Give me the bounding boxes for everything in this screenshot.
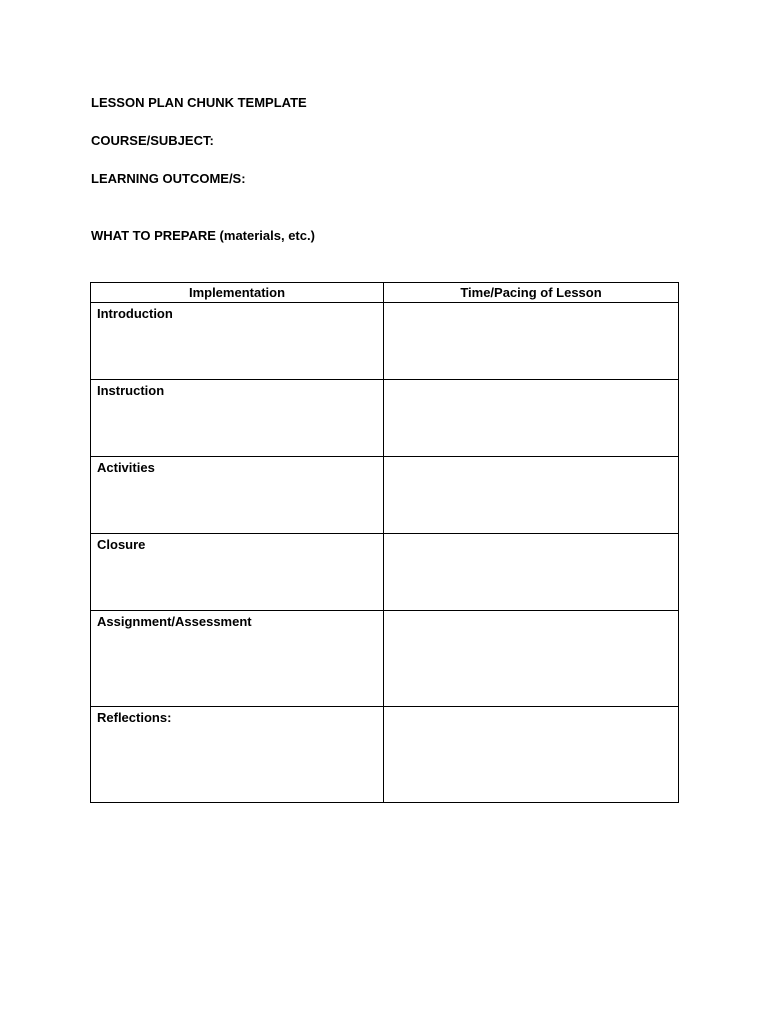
table-row	[91, 303, 679, 380]
pacing-cell	[384, 303, 679, 380]
pacing-cell	[384, 707, 679, 803]
document-title: LESSON PLAN CHUNK TEMPLATE	[91, 95, 307, 110]
row-label-assignment-assessment: Assignment/Assessment	[91, 611, 384, 707]
table-row	[91, 534, 679, 611]
pacing-cell	[384, 611, 679, 707]
lesson-plan-table	[90, 282, 679, 803]
row-label-instruction: Instruction	[91, 380, 384, 457]
pacing-cell	[384, 534, 679, 611]
time-pacing-header: Time/Pacing of Lesson	[384, 283, 679, 303]
table-row	[91, 707, 679, 803]
implementation-header: Implementation	[91, 283, 384, 303]
row-label-closure: Closure	[91, 534, 384, 611]
row-label-reflections: Reflections:	[91, 707, 384, 803]
what-to-prepare-label: WHAT TO PREPARE (materials, etc.)	[91, 228, 315, 243]
table-row	[91, 611, 679, 707]
table-row	[91, 457, 679, 534]
pacing-cell	[384, 457, 679, 534]
table-header-row	[91, 283, 679, 303]
table-row	[91, 380, 679, 457]
learning-outcomes-label: LEARNING OUTCOME/S:	[91, 171, 246, 186]
row-label-activities: Activities	[91, 457, 384, 534]
row-label-introduction: Introduction	[91, 303, 384, 380]
course-subject-label: COURSE/SUBJECT:	[91, 133, 214, 148]
pacing-cell	[384, 380, 679, 457]
